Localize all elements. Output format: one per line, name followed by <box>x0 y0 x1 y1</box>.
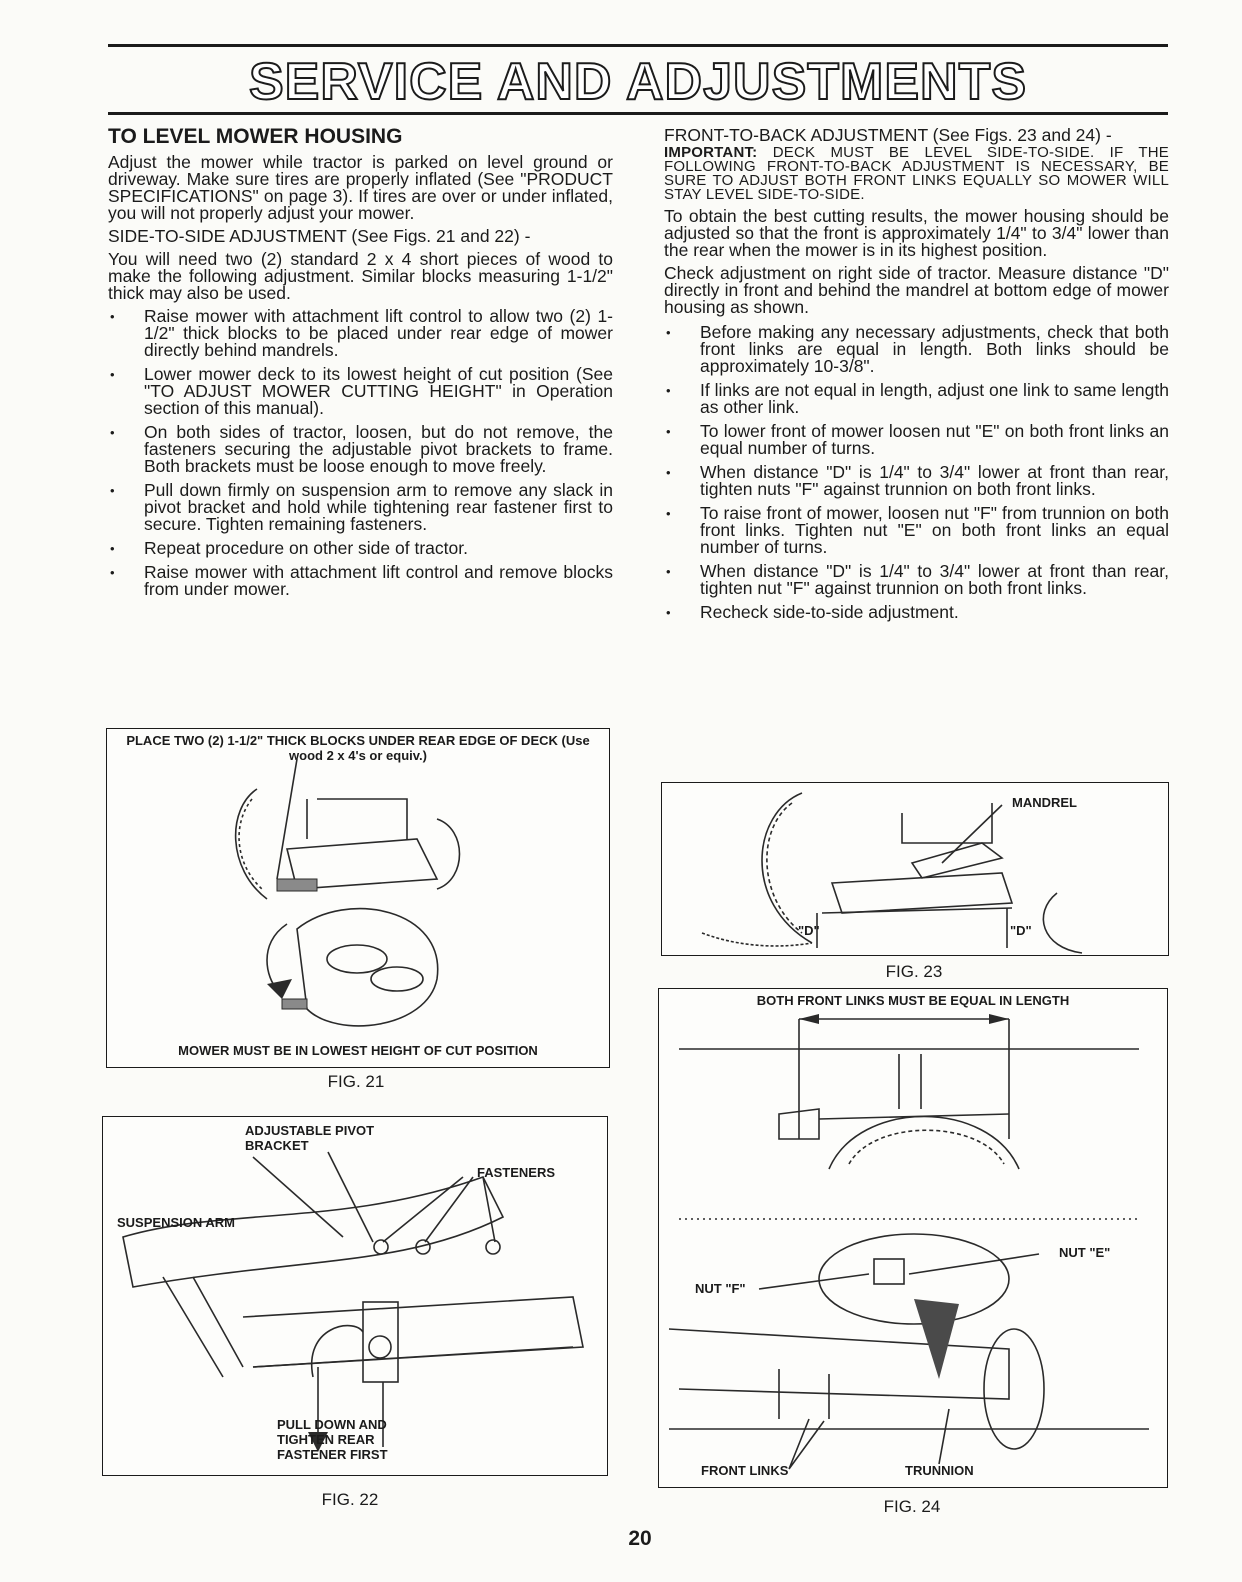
list-item: • Recheck side-to-side adjustment. <box>664 604 1169 621</box>
page-number: 20 <box>628 1527 652 1550</box>
front-to-back-paragraph-2: Check adjustment on right side of tractor. Measure distance "D" directly in front and behind the mandrel at bottom edge of mower housing as shown. <box>664 263 1169 317</box>
list-item: • Pull down firmly on suspension arm to remove any slack in pivot bracket and hold while tightening rear fastener first to secure. Tighten remaining fasteners. <box>108 482 613 533</box>
list-item: • To raise front of mower, loosen nut "F" from trunnion on both front links. Tighten nut "E" on both front links an equal number of turns. <box>664 505 1169 556</box>
side-to-side-steps <box>108 308 613 598</box>
fig23-caption: FIG. 23 <box>885 962 943 981</box>
fig21-illustration <box>107 729 609 1067</box>
fig22-bracket-label: ADJUSTABLE PIVOT BRACKET <box>245 1123 375 1153</box>
top-rule <box>108 44 1168 47</box>
fig24-top-label: BOTH FRONT LINKS MUST BE EQUAL IN LENGTH <box>756 993 1070 1008</box>
fig24-illustration <box>659 989 1167 1487</box>
fig21-top-label: PLACE TWO (2) 1-1/2" THICK BLOCKS UNDER REAR EDGE OF DECK (Use wood 2 x 4's or equiv.) <box>126 733 590 763</box>
list-item: • Lower mower deck to its lowest height of cut position (See "TO ADJUST MOWER CUTTING HEIGHT" in Operation section of this manual). <box>108 366 613 417</box>
fig21-caption: FIG. 21 <box>327 1072 385 1091</box>
left-column <box>108 120 613 605</box>
page-title: SERVICE AND ADJUSTMENTS <box>248 53 1028 111</box>
fig21-bottom-label: MOWER MUST BE IN LOWEST HEIGHT OF CUT POSITION <box>178 1043 538 1058</box>
list-item: • If links are not equal in length, adjust one link to same length as other link. <box>664 382 1169 416</box>
fig24-caption: FIG. 24 <box>883 1497 941 1516</box>
list-item: • Before making any necessary adjustments, check that both front links are equal in length. Both links should be approximately 10-3/8". <box>664 324 1169 375</box>
fig23-illustration <box>662 783 1168 955</box>
fig22-suspension-arm-label: SUSPENSION ARM <box>117 1215 235 1230</box>
side-to-side-paragraph: You will need two (2) standard 2 x 4 short pieces of wood to make the following adjustment. Similar blocks measuring 1-1/2" thick may also be used. <box>108 249 613 303</box>
front-to-back-paragraph-1: To obtain the best cutting results, the mower housing should be adjusted so that the front is approximately 1/4" to 3/4" lower than the rear when the mower is in its highest position. <box>664 206 1169 260</box>
right-column <box>664 127 1169 628</box>
list-item: • When distance "D" is 1/4" to 3/4" lower at front than rear, tighten nut "F" against trunnion on both front links. <box>664 563 1169 597</box>
list-item: • Repeat procedure on other side of tractor. <box>108 540 613 557</box>
section-heading: TO LEVEL MOWER HOUSING <box>108 125 403 148</box>
figure-24 <box>658 988 1168 1488</box>
fig22-fasteners-label: FASTENERS <box>477 1165 556 1180</box>
front-to-back-heading: FRONT-TO-BACK ADJUSTMENT (See Figs. 23 and 24) - <box>664 125 1112 145</box>
list-item: • To lower front of mower loosen nut "E" on both front links an equal number of turns. <box>664 423 1169 457</box>
list-item: • Raise mower with attachment lift control to allow two (2) 1-1/2" thick blocks to be placed under rear edge of mower directly behind mandrels. <box>108 308 613 359</box>
fig23-d-front-label: "D" <box>798 923 820 938</box>
fig23-d-rear-label: "D" <box>1010 923 1032 938</box>
important-notice <box>664 146 1169 202</box>
side-to-side-heading: SIDE-TO-SIDE ADJUSTMENT (See Figs. 21 and 22) - <box>108 226 531 246</box>
fig22-pull-down-label: PULL DOWN AND TIGHTEN REAR FASTENER FIRST <box>277 1417 388 1462</box>
fig24-nut-e-label: NUT "E" <box>1059 1245 1111 1260</box>
fig24-nut-f-label: NUT "F" <box>695 1281 746 1296</box>
important-text: DECK MUST BE LEVEL SIDE-TO-SIDE. IF THE FOLLOWING FRONT-TO-BACK ADJUSTMENT IS NECESSARY, BE SURE TO ADJUST BOTH FRONT LINKS EQUALLY SO MOWER WILL STAY LEVEL SIDE-TO-SIDE. <box>664 144 1169 203</box>
fig24-trunnion-label: TRUNNION <box>905 1463 974 1478</box>
fig23-mandrel-label: MANDREL <box>1012 795 1077 810</box>
figure-22 <box>102 1116 608 1476</box>
front-to-back-steps <box>664 324 1169 621</box>
intro-paragraph: Adjust the mower while tractor is parked on level ground or driveway. Make sure tires are properly inflated (See "PRODUCT SPECIFICATIONS" on page 3). If tires are over or under inflated, you will not properly adjust your mower. <box>108 152 613 223</box>
list-item: • Raise mower with attachment lift control and remove blocks from under mower. <box>108 564 613 598</box>
figure-23 <box>661 782 1169 956</box>
fig24-front-links-label: FRONT LINKS <box>701 1463 789 1478</box>
list-item: • On both sides of tractor, loosen, but do not remove, the fasteners securing the adjustable pivot brackets to frame. Both brackets must be loose enough to move freely. <box>108 424 613 475</box>
fig22-caption: FIG. 22 <box>321 1490 379 1509</box>
figure-21 <box>106 728 610 1068</box>
important-label: IMPORTANT: <box>664 144 758 161</box>
title-rule <box>108 112 1168 115</box>
list-item: • When distance "D" is 1/4" to 3/4" lower at front than rear, tighten nuts "F" against trunnion on both front links. <box>664 464 1169 498</box>
